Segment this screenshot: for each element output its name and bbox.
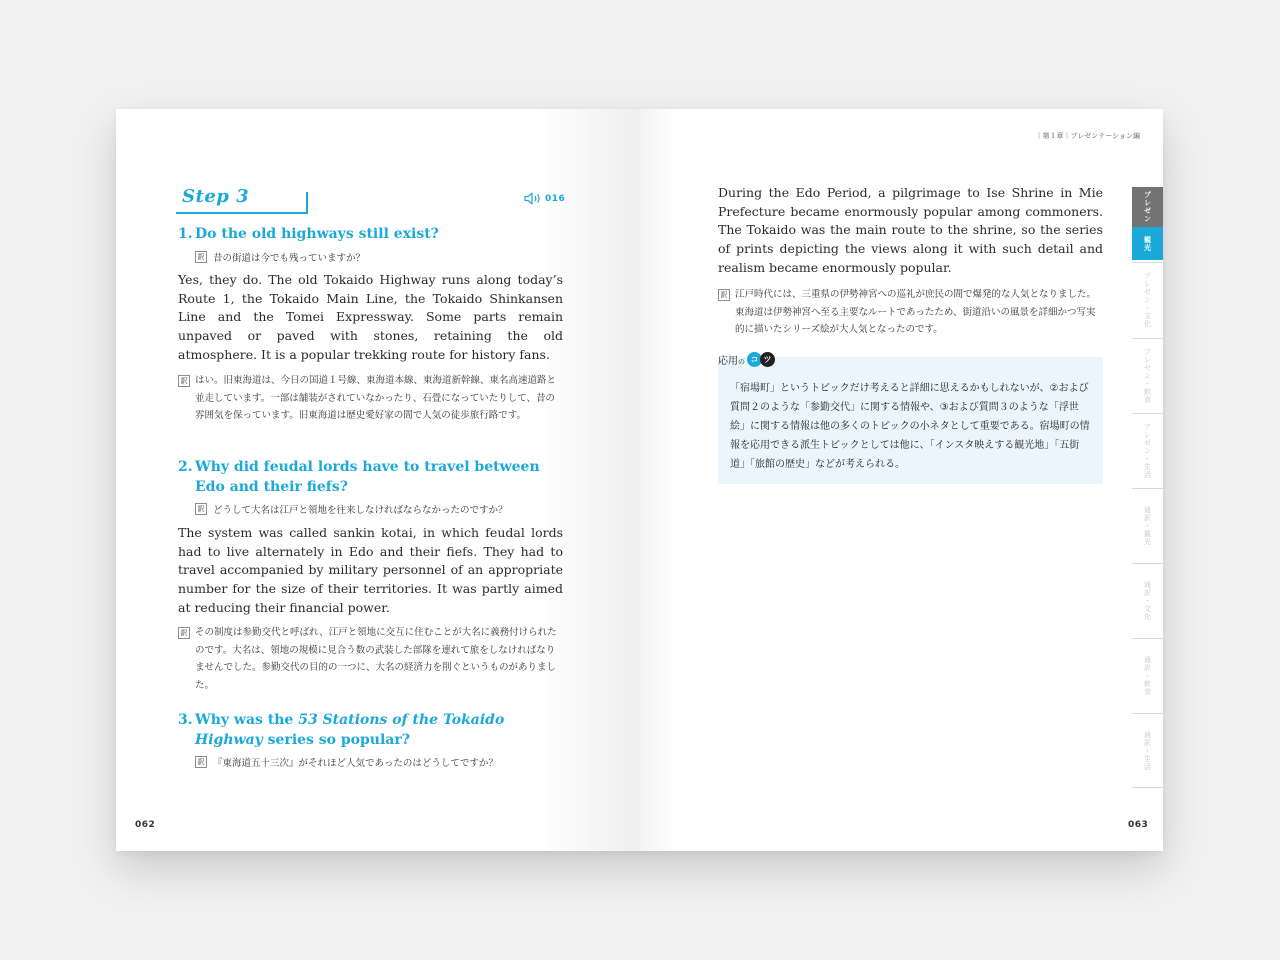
question-1-translation xyxy=(195,250,365,264)
translation-icon: 訳 xyxy=(718,289,730,301)
translation-text: 昔の街道は今でも残っていますか？ xyxy=(213,253,366,264)
tip-text: 「宿場町」というトピックだけ考えると詳細に思えるかもしれないが、②および質問２のような「参勤交代」に関する情報や、③および質問３のような「浮世絵」に関する情報は他の多くのトピックの小ネタとして重要である。宿場町の情報を応用できる派生トピックとしては他に、「インスタ映えする観光地」「五街道」「旅館の歴史」などが考えられる。 xyxy=(730,383,1090,470)
translation-icon: 訳 xyxy=(195,503,207,515)
tab-label: 通訳・飲食 xyxy=(1143,656,1152,696)
question-title-start: Why was the xyxy=(195,712,299,728)
book-spread xyxy=(116,109,1163,851)
question-title xyxy=(195,710,568,750)
tab-tourism[interactable] xyxy=(1132,227,1163,260)
answer-1-english: Yes, they do. The old Tokaido Highway runs along today’s Route 1, the Tokaido Main Line, the Tokaido Shinkansen Line and the Tomei Expressway. Some parts remain unpaved or paved with stones, retaining the old atmosphere. It is a popular trekking route for history fans. xyxy=(178,272,563,362)
question-number: 2. xyxy=(178,459,193,475)
kotsu-char-2: ツ xyxy=(760,352,775,367)
question-title: Why did feudal lords have to travel between Edo and their fiefs? xyxy=(195,459,540,495)
translation-icon: 訳 xyxy=(178,375,190,387)
question-title: Do the old highways still exist? xyxy=(195,226,439,242)
tab-presentation-life[interactable] xyxy=(1132,413,1163,488)
question-2-translation xyxy=(195,502,508,516)
page-number-left: 062 xyxy=(135,820,156,830)
translation-icon: 訳 xyxy=(195,251,207,263)
answer-1-japanese xyxy=(178,372,563,425)
tab-label: プレゼン・文化 xyxy=(1143,272,1152,328)
running-head: ｜第１章｜プレゼンテーション編 xyxy=(1035,132,1140,140)
step-heading xyxy=(182,186,249,207)
kotsu-badge xyxy=(747,352,773,367)
tab-label: プレゼン・飲食 xyxy=(1143,348,1152,404)
tab-interpreting-food[interactable] xyxy=(1132,638,1163,713)
answer-3-japanese xyxy=(718,286,1103,339)
tab-presentation-culture[interactable] xyxy=(1132,262,1163,337)
question-3-translation xyxy=(195,755,498,769)
left-page xyxy=(116,109,640,851)
tab-presentation-food[interactable] xyxy=(1132,338,1163,413)
step-underline xyxy=(176,212,308,214)
audio-track-number: 016 xyxy=(545,193,566,204)
tab-label: プレゼン xyxy=(1143,191,1152,223)
question-title-end: series so popular? xyxy=(262,732,410,748)
question-3-heading xyxy=(178,710,568,750)
translation-icon: 訳 xyxy=(195,756,207,768)
tab-label: 観光 xyxy=(1143,235,1152,252)
tip-label-text xyxy=(718,352,745,367)
tab-presentation[interactable] xyxy=(1132,187,1163,227)
tip-label xyxy=(718,352,773,367)
answer-2-english: The system was called sankin kotai, in which feudal lords had to live alternately in Edo and their fiefs. They had to travel accompanied by military personnel of an appropriate number for the size of their territories. It was partly aimed at reducing their financial power. xyxy=(178,525,563,615)
tab-label: 通訳・文化 xyxy=(1143,581,1152,621)
translation-text: はい。旧東海道は、今日の国道１号線、東海道本線、東海道新幹線、東名高速道路と並走しています。一部は舗装がされていなかったり、石畳になっていたりして、昔の雰囲気を保っています。旧東海道は歴史愛好家の間で人気の徒歩旅行路です。 xyxy=(195,375,557,421)
kotsu-char-1: コ xyxy=(747,352,762,367)
answer-3-english: During the Edo Period, a pilgrimage to Ise Shrine in Mie Prefecture became enormously popular among commoners. The Tokaido was the main route to the shrine, so the series of prints depicting the views along it with such detail and realism became enormously popular. xyxy=(718,185,1103,275)
translation-text: 『東海道五十三次』がそれほど人気であったのはどうしてですか？ xyxy=(213,758,498,769)
answer-2-japanese xyxy=(178,624,563,694)
tab-interpreting-life[interactable] xyxy=(1132,713,1163,788)
question-1-heading xyxy=(178,224,568,244)
question-number: 1. xyxy=(178,226,193,242)
tab-interpreting-tourism[interactable] xyxy=(1132,488,1163,563)
translation-text: 江戸時代には、三重県の伊勢神宮への巡礼が庶民の間で爆発的な人気となりました。東海道は伊勢神宮へ至る主要なルートであったため、街道沿いの風景を詳細かつ写実的に描いたシリーズ絵が大人気となったのです。 xyxy=(735,289,1097,335)
right-page xyxy=(640,109,1163,851)
audio-track[interactable] xyxy=(524,192,565,205)
speaker-icon xyxy=(524,192,542,205)
page-number-right: 063 xyxy=(1128,820,1149,830)
tip-label-particle: の xyxy=(738,358,745,366)
tab-interpreting-culture[interactable] xyxy=(1132,563,1163,638)
tab-label: プレゼン・生活 xyxy=(1143,423,1152,479)
translation-text: その制度は参勤交代と呼ばれ、江戸と領地に交互に住むことが大名に義務付けられたのです。大名は、領地の規模に見合う数の武装した部隊を連れて旅をしなければなりませんでした。参勤交代の目的の一つに、大名の経済力を削ぐというものがありました。 xyxy=(195,627,557,691)
tip-box xyxy=(718,357,1103,484)
step-title: Step 3 xyxy=(182,186,250,207)
step-bracket xyxy=(306,192,308,214)
tip-label-main: 応用 xyxy=(718,356,738,367)
translation-text: どうして大名は江戸と領地を往来しなければならなかったのですか？ xyxy=(213,505,508,516)
tab-label: 通訳・生活 xyxy=(1143,730,1152,771)
tab-label: 通訳・観光 xyxy=(1143,506,1152,546)
question-2-heading xyxy=(178,457,568,497)
question-title-series: 53 Stations of the Tokaido Highway xyxy=(195,712,505,748)
question-number: 3. xyxy=(178,712,193,728)
translation-icon: 訳 xyxy=(178,627,190,639)
